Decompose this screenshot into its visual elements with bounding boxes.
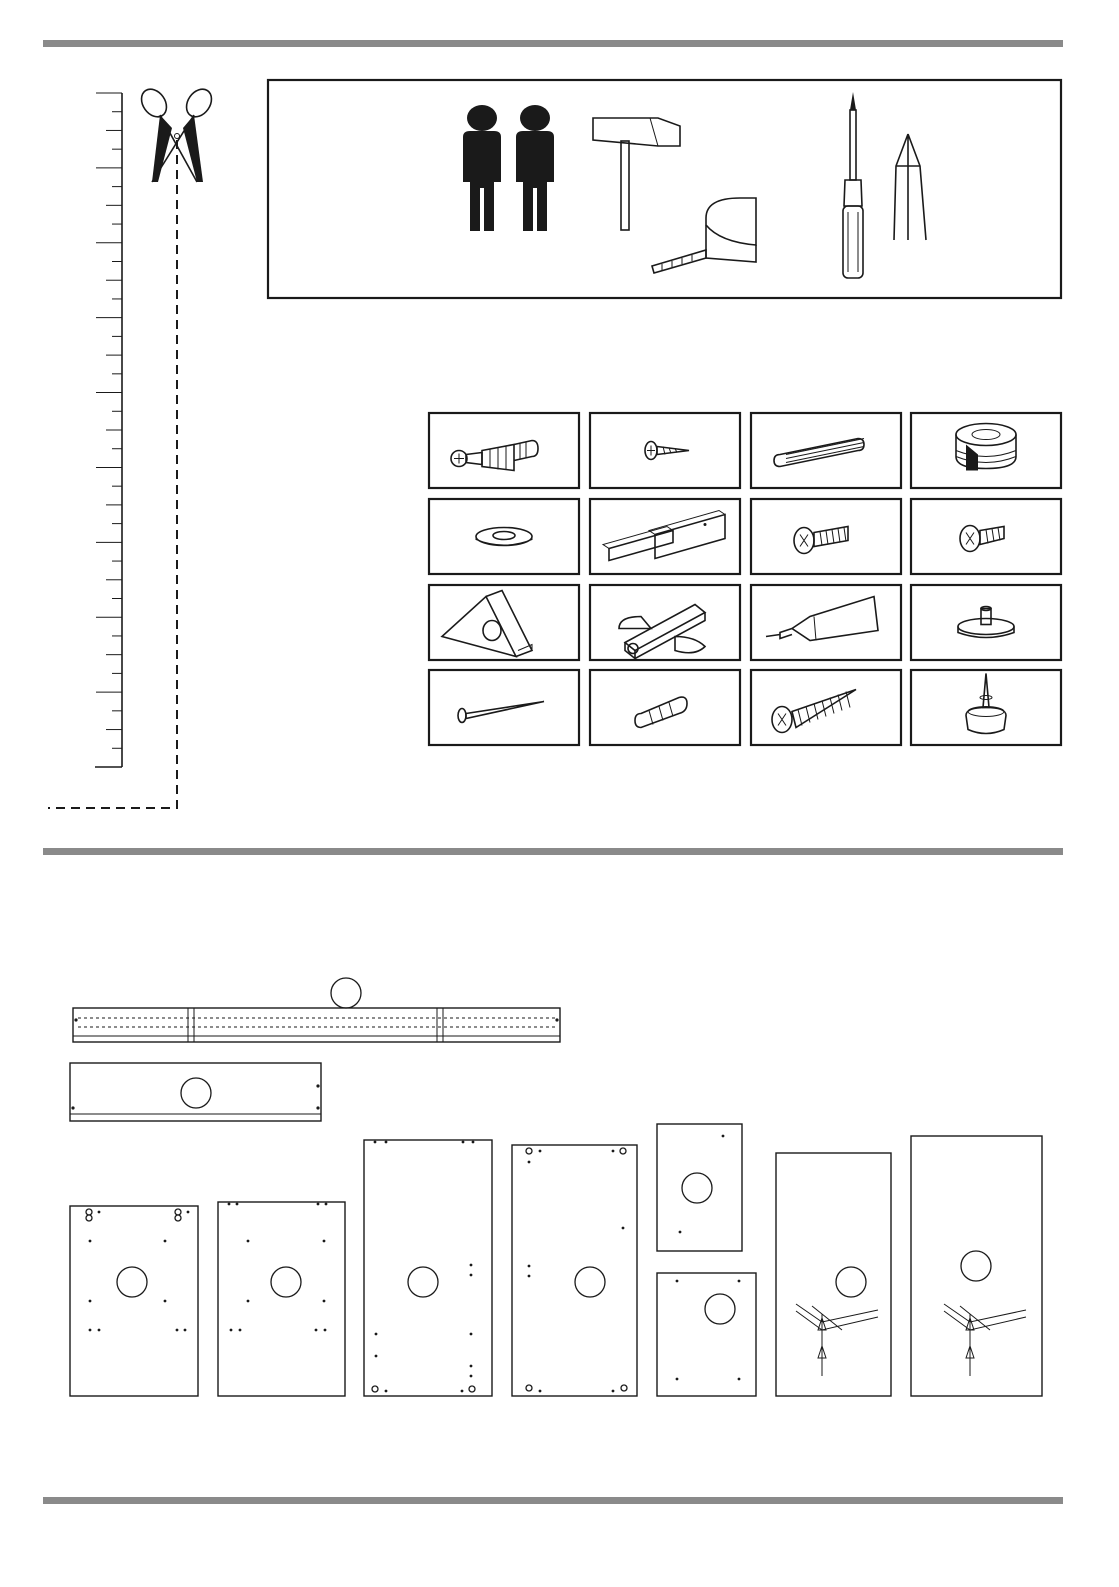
part-panel-5 <box>657 1124 742 1251</box>
ruler-icon <box>95 93 122 767</box>
hardware-cell <box>590 413 740 488</box>
hardware-cell <box>751 670 901 745</box>
part-rail-long <box>73 978 560 1042</box>
hardware-cell <box>751 499 901 574</box>
hardware-cell <box>911 499 1061 574</box>
part-door-2 <box>911 1136 1042 1396</box>
hardware-cell <box>429 413 579 488</box>
part-panel-2 <box>218 1202 345 1396</box>
tools-panel <box>268 80 1061 298</box>
hardware-cell <box>590 499 740 574</box>
part-panel-1 <box>70 1206 198 1396</box>
part-panel-4 <box>512 1145 637 1396</box>
hardware-cell <box>429 499 579 574</box>
hardware-cell <box>911 413 1061 488</box>
hardware-cell <box>429 670 579 745</box>
hardware-cell <box>751 413 901 488</box>
cut-line <box>48 140 177 808</box>
hardware-cell <box>911 585 1061 660</box>
parts-layout <box>70 978 1042 1396</box>
hardware-cell <box>751 585 901 660</box>
hardware-grid <box>429 413 1061 745</box>
part-panel-6 <box>657 1273 756 1396</box>
hardware-cell <box>911 670 1061 745</box>
part-door-1 <box>776 1153 891 1396</box>
hardware-cell <box>429 585 579 660</box>
hardware-cell <box>590 585 740 660</box>
scissors-icon <box>136 84 216 182</box>
part-panel-3 <box>364 1140 492 1396</box>
hardware-cell <box>590 670 740 745</box>
part-rail-short <box>70 1063 321 1121</box>
